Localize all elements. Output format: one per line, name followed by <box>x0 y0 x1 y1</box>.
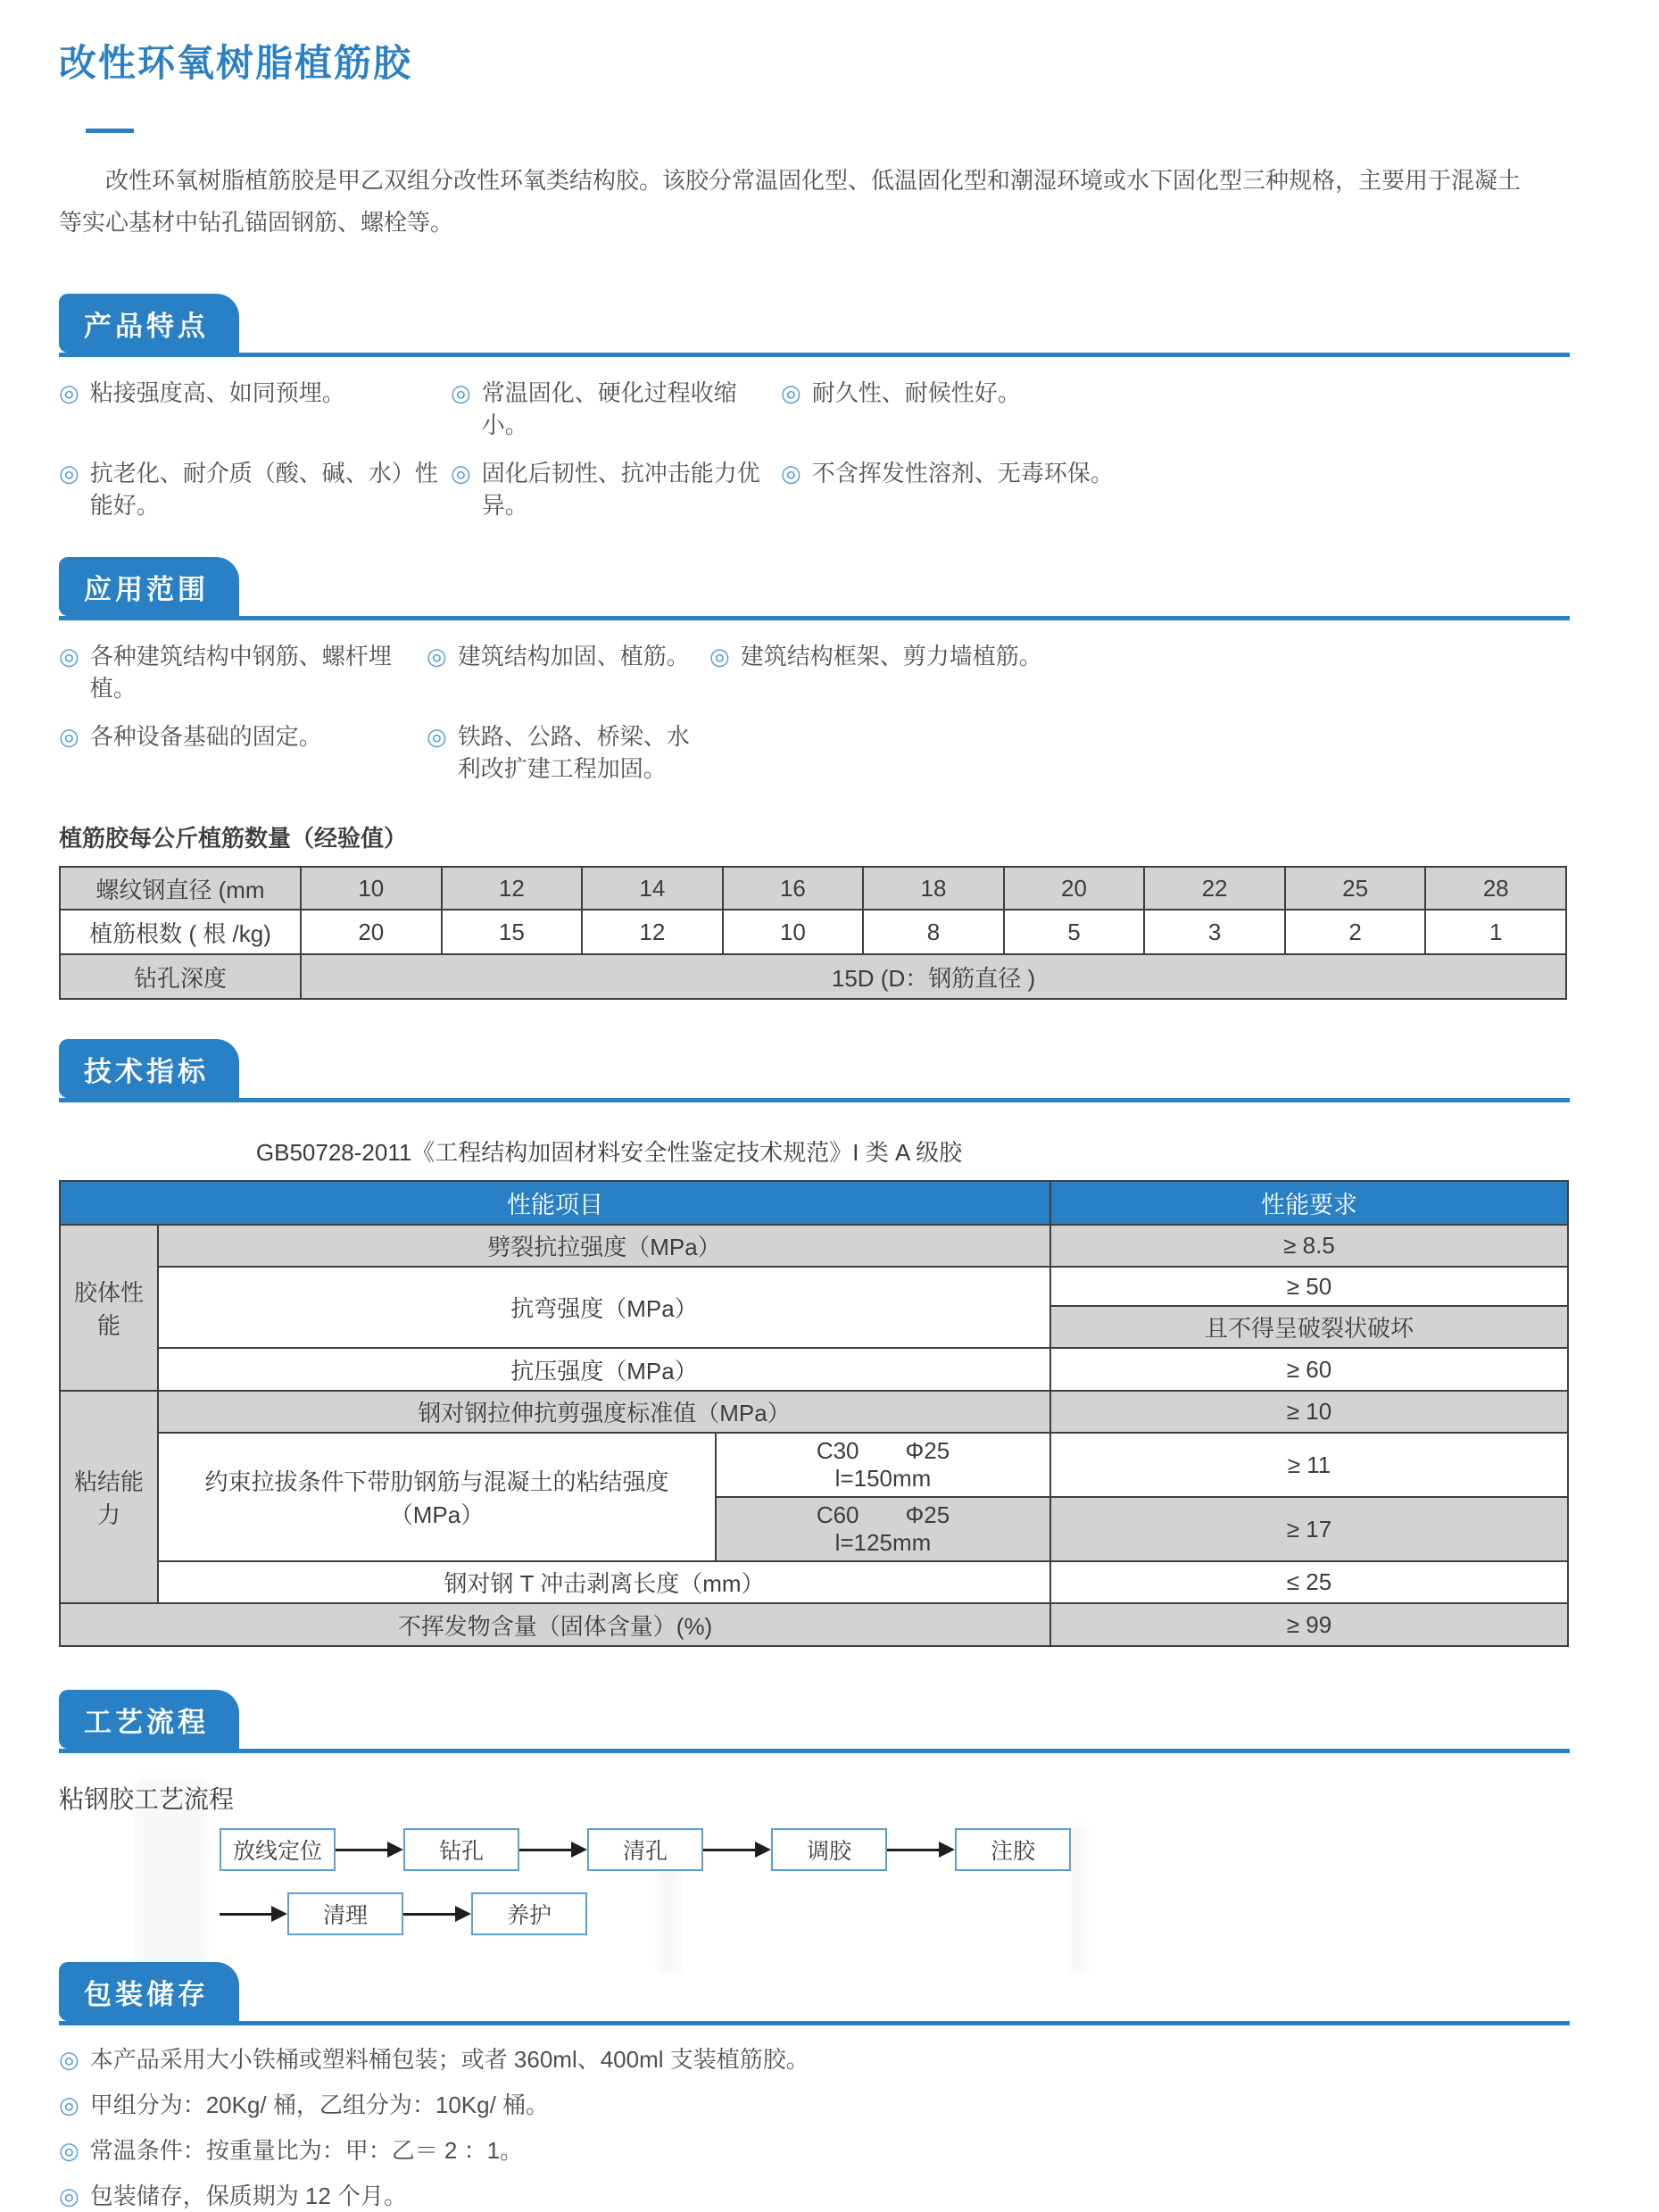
table-cell: 18 <box>863 867 1004 910</box>
list-item <box>59 457 451 521</box>
flow-step: 放线定位 <box>220 1828 336 1871</box>
features-bullets <box>59 377 1570 521</box>
intro-line: 改性环氧树脂植筋胶是甲乙双组分改性环氧类结构胶。该胶分常温固化型、低温固化型和潮湿环境或水下固化型三种规格，主要用于混凝土 <box>105 167 1522 194</box>
ring-bullet-icon: ◎ <box>427 723 447 750</box>
section-tech-header <box>59 1039 1570 1102</box>
flow-step: 调胶 <box>771 1828 887 1871</box>
table-cell: 10 <box>301 867 442 910</box>
bullet-text: 常温条件：按重量比为：甲：乙＝ 2 ：1。 <box>89 2137 524 2164</box>
spec-condition <box>716 1497 1050 1561</box>
group-label: 胶体性能 <box>60 1225 158 1391</box>
table-cell: 3 <box>1144 910 1285 954</box>
table-cell: 16 <box>723 867 864 910</box>
spec-requirement: 且不得呈破裂状破坏 <box>1050 1306 1568 1348</box>
list-item <box>451 377 781 441</box>
arrow-right-icon <box>403 1906 471 1922</box>
spec-requirement: ≥ 99 <box>1050 1603 1568 1646</box>
arrow-right-icon <box>519 1842 587 1858</box>
list-item <box>781 377 1570 441</box>
condition-length: l=150mm <box>834 1465 932 1492</box>
table-cell: 2 <box>1285 910 1426 954</box>
list-item <box>59 640 427 704</box>
rebar-count-table <box>59 866 1567 1000</box>
flow-step: 钻孔 <box>403 1828 519 1871</box>
condition-grade: C30 <box>816 1437 859 1464</box>
intro-paragraph <box>59 160 1570 244</box>
section-badge-tech: 技术指标 <box>59 1039 239 1098</box>
table-cell: 10 <box>723 910 864 954</box>
list-item <box>427 720 709 785</box>
column-header: 性能要求 <box>1050 1181 1568 1225</box>
ring-bullet-icon: ◎ <box>59 2137 79 2164</box>
list-item <box>59 2043 1570 2075</box>
table-cell: 14 <box>582 867 723 910</box>
table-cell: 12 <box>582 910 723 954</box>
spec-requirement: ≥ 8.5 <box>1050 1225 1568 1267</box>
bullet-text: 铁路、公路、桥梁、水利改扩建工程加固。 <box>457 723 690 782</box>
row-header: 钻孔深度 <box>60 954 301 999</box>
bullet-text: 抗老化、耐介质（酸、碱、水）性能好。 <box>89 460 438 519</box>
group-label: 粘结能力 <box>60 1391 158 1603</box>
flow-step: 清理 <box>287 1892 403 1935</box>
row-header: 螺纹钢直径 (mm <box>60 867 301 910</box>
table-cell: 12 <box>442 867 583 910</box>
spec-requirement: ≥ 17 <box>1050 1497 1568 1561</box>
spec-requirement: ≥ 60 <box>1050 1348 1568 1391</box>
flow-step: 清孔 <box>587 1828 703 1871</box>
ring-bullet-icon: ◎ <box>451 379 471 406</box>
section-badge-packaging: 包装储存 <box>59 1962 239 2021</box>
list-item <box>59 2134 1570 2166</box>
applications-bullets <box>59 640 1570 785</box>
spec-item: 约束拉拔条件下带肋钢筋与混凝土的粘结强度（MPa） <box>158 1433 716 1561</box>
section-applications-header <box>59 557 1570 620</box>
bullet-text: 各种建筑结构中钢筋、螺杆埋植。 <box>89 643 392 702</box>
process-flow-row-1 <box>220 1828 1570 1871</box>
ring-bullet-icon: ◎ <box>781 379 801 406</box>
flow-step: 注胶 <box>955 1828 1071 1871</box>
list-item <box>59 2089 1570 2121</box>
table-cell: 25 <box>1285 867 1426 910</box>
bullet-text: 甲组分为：20Kg/ 桶，乙组分为：10Kg/ 桶。 <box>89 2091 550 2118</box>
title-dash <box>86 129 134 133</box>
spec-requirement: ≥ 11 <box>1050 1433 1568 1497</box>
bullet-text: 各种设备基础的固定。 <box>89 723 322 750</box>
section-badge-features: 产品特点 <box>59 294 239 353</box>
table-cell: 22 <box>1144 867 1285 910</box>
bullet-text: 粘接强度高、如同预埋。 <box>89 379 345 406</box>
ring-bullet-icon: ◎ <box>59 2091 79 2118</box>
condition-diameter: Φ25 <box>905 1501 950 1528</box>
intro-line: 等实心基材中钻孔锚固钢筋、螺栓等。 <box>59 209 454 236</box>
column-header: 性能项目 <box>60 1181 1050 1225</box>
arrow-right-icon <box>220 1906 287 1922</box>
spec-requirement: ≤ 25 <box>1050 1561 1568 1603</box>
table-cell: 1 <box>1425 910 1566 954</box>
ring-bullet-icon: ◎ <box>781 460 801 486</box>
process-subtitle: 粘钢胶工艺流程 <box>59 1785 235 1813</box>
list-item <box>59 2180 1570 2212</box>
spec-item: 钢对钢拉伸抗剪强度标准值（MPa） <box>158 1391 1050 1433</box>
table-cell: 8 <box>863 910 1004 954</box>
spec-requirement: ≥ 10 <box>1050 1391 1568 1433</box>
spec-item: 劈裂抗拉强度（MPa） <box>158 1225 1050 1267</box>
ring-bullet-icon: ◎ <box>59 723 79 750</box>
spec-item: 钢对钢 T 冲击剥离长度（mm） <box>158 1561 1050 1603</box>
bullet-text: 包装储存，保质期为 12 个月。 <box>89 2183 408 2209</box>
bullet-text: 本产品采用大小铁桶或塑料桶包装；或者 360ml、400ml 支装植筋胶。 <box>89 2046 809 2073</box>
list-item <box>59 377 451 441</box>
list-item <box>709 640 1570 704</box>
list-item <box>59 720 427 785</box>
process-flow-row-2 <box>220 1892 1570 1935</box>
spec-item: 不挥发物含量（固体含量）(%) <box>60 1603 1050 1646</box>
section-features-header <box>59 294 1570 357</box>
section-packaging-header <box>59 1962 1570 2025</box>
section-badge-process: 工艺流程 <box>59 1690 239 1749</box>
spec-condition <box>716 1433 1050 1497</box>
bullet-text: 常温固化、硬化过程收缩小。 <box>481 379 737 438</box>
ring-bullet-icon: ◎ <box>59 2046 79 2073</box>
bullet-text: 建筑结构加固、植筋。 <box>457 643 690 669</box>
table-cell: 28 <box>1425 867 1566 910</box>
ring-bullet-icon: ◎ <box>451 460 471 486</box>
arrow-right-icon <box>887 1842 955 1858</box>
bullet-text: 固化后韧性、抗冲击能力优异。 <box>481 460 760 519</box>
ring-bullet-icon: ◎ <box>709 643 730 669</box>
list-item <box>427 640 709 704</box>
spec-item: 抗弯强度（MPa） <box>158 1267 1050 1348</box>
list-item <box>451 457 781 521</box>
arrow-right-icon <box>336 1842 403 1858</box>
condition-length: l=125mm <box>834 1529 932 1556</box>
arrow-right-icon <box>703 1842 771 1858</box>
table-cell: 5 <box>1004 910 1145 954</box>
ring-bullet-icon: ◎ <box>59 2183 79 2209</box>
condition-grade: C60 <box>816 1501 859 1528</box>
bullet-text: 建筑结构框架、剪力墙植筋。 <box>740 643 1042 669</box>
bullet-text: 不含挥发性溶剂、无毒环保。 <box>811 460 1114 486</box>
page-title: 改性环氧树脂植筋胶 <box>59 42 413 84</box>
table-cell: 15D (D：钢筋直径 ) <box>301 954 1566 999</box>
spec-requirement: ≥ 50 <box>1050 1267 1568 1306</box>
spec-item: 抗压强度（MPa） <box>158 1348 1050 1391</box>
ring-bullet-icon: ◎ <box>59 379 79 406</box>
ring-bullet-icon: ◎ <box>59 460 79 486</box>
tech-spec-table <box>59 1180 1569 1647</box>
rebar-table-title: 植筋胶每公斤植筋数量（经验值） <box>59 825 408 852</box>
row-header: 植筋根数 ( 根 /kg) <box>60 910 301 954</box>
section-process-header <box>59 1690 1570 1753</box>
condition-diameter: Φ25 <box>905 1437 950 1464</box>
table-cell: 20 <box>301 910 442 954</box>
ring-bullet-icon: ◎ <box>59 643 79 669</box>
table-cell: 15 <box>442 910 583 954</box>
ring-bullet-icon: ◎ <box>427 643 447 669</box>
list-item <box>781 457 1570 521</box>
section-badge-applications: 应用范围 <box>59 557 239 616</box>
table-cell: 20 <box>1004 867 1145 910</box>
tech-standard-caption: GB50728-2011《工程结构加固材料安全性鉴定技术规范》I 类 A 级胶 <box>255 1139 963 1166</box>
flow-step: 养护 <box>471 1892 587 1935</box>
packaging-bullets <box>59 2043 1570 2212</box>
bullet-text: 耐久性、耐候性好。 <box>811 379 1021 406</box>
